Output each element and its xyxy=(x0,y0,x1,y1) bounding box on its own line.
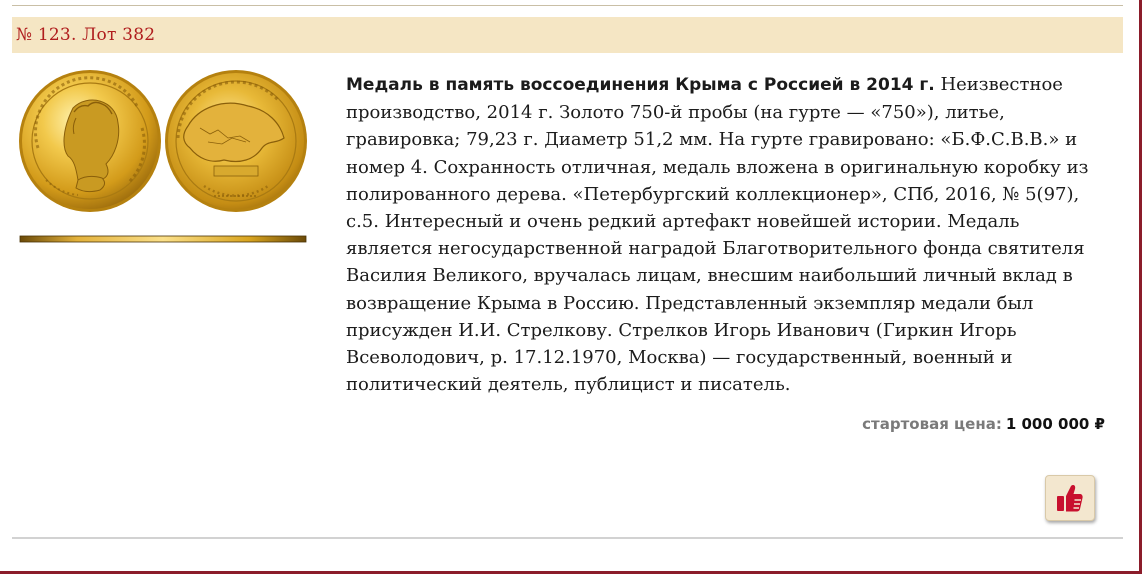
medal-reverse xyxy=(165,70,307,212)
lot-description-text: Неизвестное производство, 2014 г. Золото 750-й пробы (на гурте — «750»), литье, гравировка; 79,23 г. Диаметр 51,2 мм. На гурте гравировано: «Б.Ф.С.В.В.» и номер 4. Сохранность отличная, медаль вложена в оригинальную коробку из полированного дерева. «Петербургский коллекционер», СПб, 2016, № 5(97), с.5. Интересный и очень редкий артефакт новейшей истории. Медаль является негосударственной наградой Благотворительного фонда святителя Василия Великого, вручалась лицам, внесшим наибольший личный вклад в возвращение Крыма в Россию. Представленный экземпляр медали был присужден И.И. Стрелкову. Стрелков Игорь Иванович (Гиркин Игорь Всеволодович, р. 17.12.1970, Москва) — государственный, военный и политический деятель, публицист и писатель. xyxy=(346,74,1089,396)
top-divider xyxy=(12,5,1123,6)
lot-title: Медаль в память воссоединения Крыма с Россией в 2014 г. xyxy=(346,75,935,95)
thumbs-up-icon xyxy=(1056,483,1084,513)
lot-header-bar xyxy=(12,17,1123,53)
bottom-divider xyxy=(12,537,1123,539)
lot-number: № 123. Лот 382 xyxy=(16,25,156,45)
medal-obverse xyxy=(19,70,161,212)
price-value: 1 000 000 ₽ xyxy=(1005,415,1105,433)
medal-edge xyxy=(20,236,306,242)
price-label: стартовая цена: xyxy=(862,415,1002,433)
lot-description xyxy=(346,71,1106,398)
starting-price xyxy=(862,415,1105,433)
like-button[interactable] xyxy=(1045,475,1095,521)
medal-image[interactable] xyxy=(18,68,308,248)
